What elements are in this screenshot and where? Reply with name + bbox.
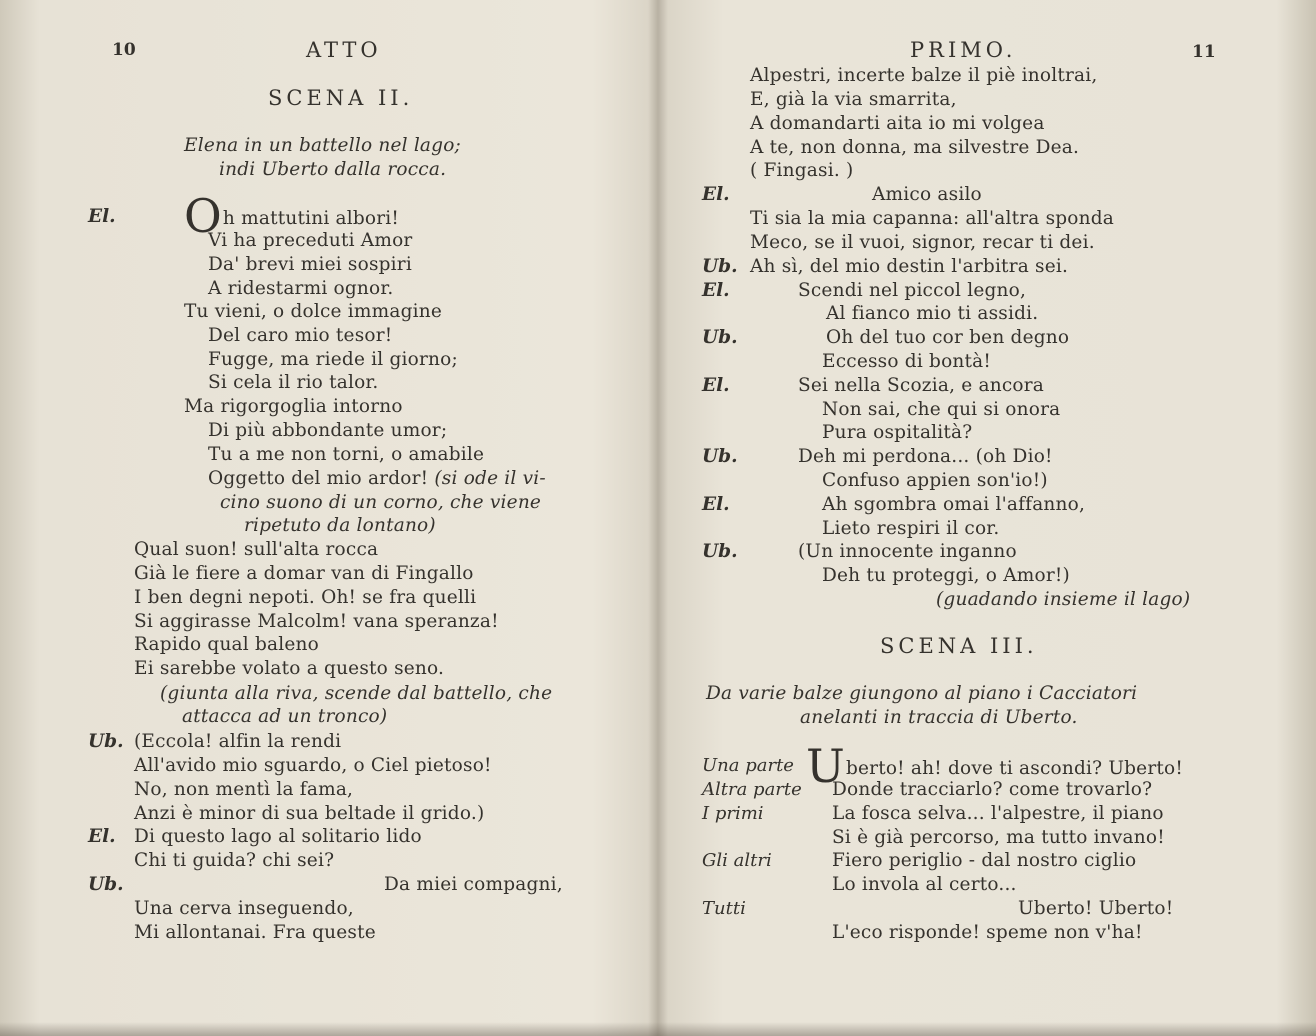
scene-title: SCENA III. (880, 634, 1038, 658)
verse-line: Si aggirasse Malcolm! vana speranza! (134, 611, 499, 632)
stage-direction-line: anelanti in traccia di Uberto. (800, 707, 1078, 728)
chorus-role-label: I primi (702, 803, 764, 824)
scene-title: SCENA II. (268, 86, 414, 110)
chorus-line: La fosca selva... l'alpestre, il piano (832, 803, 1164, 824)
verse-line: Ah sgombra omai l'affanno, (822, 494, 1086, 515)
verse-line: Anzi è minor di sua beltade il grido.) (134, 803, 485, 824)
page-number: 11 (1192, 42, 1216, 62)
verse-line: Tu a me non torni, o amabile (208, 444, 485, 465)
chorus-role-label: Tutti (702, 898, 746, 919)
verse-line: Già le fiere a domar van di Fingallo (134, 563, 474, 584)
chorus-line: Si è già percorso, ma tutto invano! (832, 827, 1165, 848)
verse-line: (Un innocente inganno (798, 541, 1017, 562)
book-gutter (648, 0, 668, 1036)
speaker-label: El. (88, 206, 116, 227)
verse-line: Oh del tuo cor ben degno (826, 327, 1070, 348)
chorus-role-label: Altra parte (702, 779, 802, 800)
stage-direction-line: attacca ad un tronco) (182, 706, 388, 727)
chorus-text: berto! ah! dove ti ascondi? Uberto! (845, 758, 1183, 779)
verse-line: I ben degni nepoti. Oh! se fra quelli (134, 587, 477, 608)
verse-line: Deh mi perdona... (oh Dio! (798, 446, 1053, 467)
running-head: PRIMO. (910, 38, 1017, 62)
verse-line: Ma rigorgoglia intorno (184, 396, 403, 417)
verse-line: Al fianco mio ti assidi. (826, 303, 1039, 324)
verse-line: Ah sì, del mio destin l'arbitra sei. (750, 256, 1069, 277)
verse-line: Non sai, che qui si onora (822, 399, 1061, 420)
verse-line: Qual suon! sull'alta rocca (134, 539, 379, 560)
chorus-line: L'eco risponde! speme non v'ha! (832, 922, 1143, 943)
verse-line: Confuso appien son'io!) (822, 470, 1048, 491)
stage-direction-line: indi Uberto dalla rocca. (219, 159, 447, 180)
stage-direction-line: (giunta alla riva, scende dal battello, che (160, 683, 553, 704)
stage-direction-line: ripetuto da lontano) (244, 515, 436, 536)
verse-text: Oggetto del mio ardor! (208, 468, 429, 489)
verse-line: Una cerva inseguendo, (134, 898, 354, 919)
stage-direction-line: ( Fingasi. ) (750, 160, 854, 181)
chorus-role-label: Gli altri (702, 850, 772, 871)
verse-text: h mattutini albori! (222, 208, 400, 229)
speaker-label: Ub. (702, 446, 738, 467)
verse-line: (Eccola! alfin la rendi (134, 731, 342, 752)
chorus-role-label: Una parte (702, 755, 794, 776)
verse-line: Ti sia la mia capanna: all'altra sponda (750, 208, 1115, 229)
verse-line: No, non mentì la fama, (134, 779, 354, 800)
verse-line (208, 468, 546, 490)
running-head: ATTO (306, 38, 382, 62)
verse-line: Ei sarebbe volato a questo seno. (134, 658, 445, 679)
drop-cap: O (184, 189, 222, 243)
verse-line: A domandarti aita io mi volgea (750, 113, 1045, 134)
verse-line: Chi ti guida? chi sei? (134, 850, 335, 871)
drop-cap: U (806, 739, 845, 793)
verse-line: A te, non donna, ma silvestre Dea. (750, 137, 1080, 158)
verse-line: Lieto respiri il cor. (822, 518, 1000, 539)
verse-line: Alpestri, incerte balze il piè inoltrai, (750, 65, 1098, 86)
verse-line: Da' brevi miei sospiri (208, 254, 412, 275)
verse-line: A ridestarmi ognor. (208, 278, 394, 299)
verse-line: Eccesso di bontà! (822, 351, 992, 372)
verse-line: Rapido qual baleno (134, 634, 319, 655)
stage-direction-line: (guadando insieme il lago) (936, 589, 1191, 610)
chorus-line: Fiero periglio - dal nostro ciglio (832, 850, 1137, 871)
verse-line: Tu vieni, o dolce immagine (184, 301, 443, 322)
chorus-line: Lo invola al certo... (832, 874, 1017, 895)
verse-line: Mi allontanai. Fra queste (134, 922, 376, 943)
stage-direction-line: cino suono di un corno, che viene (220, 492, 542, 513)
speaker-label: Ub. (702, 256, 738, 277)
speaker-label: Ub. (702, 541, 738, 562)
speaker-label: El. (702, 280, 730, 301)
speaker-label: El. (702, 494, 730, 515)
verse-line: Vi ha preceduti Amor (208, 230, 413, 251)
chorus-line: Uberto! Uberto! (1018, 898, 1174, 919)
stage-direction-line: Da varie balze giungono al piano i Cacciatori (706, 683, 1138, 704)
stage-direction: (si ode il vi- (434, 468, 546, 489)
verse-line: Da miei compagni, (384, 874, 563, 895)
page-number: 10 (112, 40, 136, 60)
speaker-label: Ub. (88, 874, 124, 895)
verse-line: Si cela il rio talor. (208, 372, 379, 393)
verse-line: Pura ospitalità? (822, 422, 973, 443)
speaker-label: El. (702, 375, 730, 396)
verse-line: Di questo lago al solitario lido (134, 826, 422, 847)
speaker-label: Ub. (702, 327, 738, 348)
verse-line: Amico asilo (872, 184, 982, 205)
verse-line: Deh tu proteggi, o Amor!) (822, 565, 1070, 586)
verse-line: Scendi nel piccol legno, (798, 280, 1027, 301)
speaker-label: Ub. (88, 731, 124, 752)
stage-direction-line: Elena in un battello nel lago; (184, 135, 461, 156)
verse-line: Meco, se il vuoi, signor, recar ti dei. (750, 232, 1095, 253)
verse-line: All'avido mio sguardo, o Ciel pietoso! (134, 755, 492, 776)
verse-line: E, già la via smarrita, (750, 89, 957, 110)
verse-line: Del caro mio tesor! (208, 325, 393, 346)
speaker-label: El. (88, 826, 116, 847)
speaker-label: El. (702, 184, 730, 205)
verse-line: Di più abbondante umor; (208, 420, 448, 441)
chorus-line: Donde tracciarlo? come trovarlo? (832, 779, 1153, 800)
verse-line: Fugge, ma riede il giorno; (208, 349, 458, 370)
verse-line: Sei nella Scozia, e ancora (798, 375, 1044, 396)
